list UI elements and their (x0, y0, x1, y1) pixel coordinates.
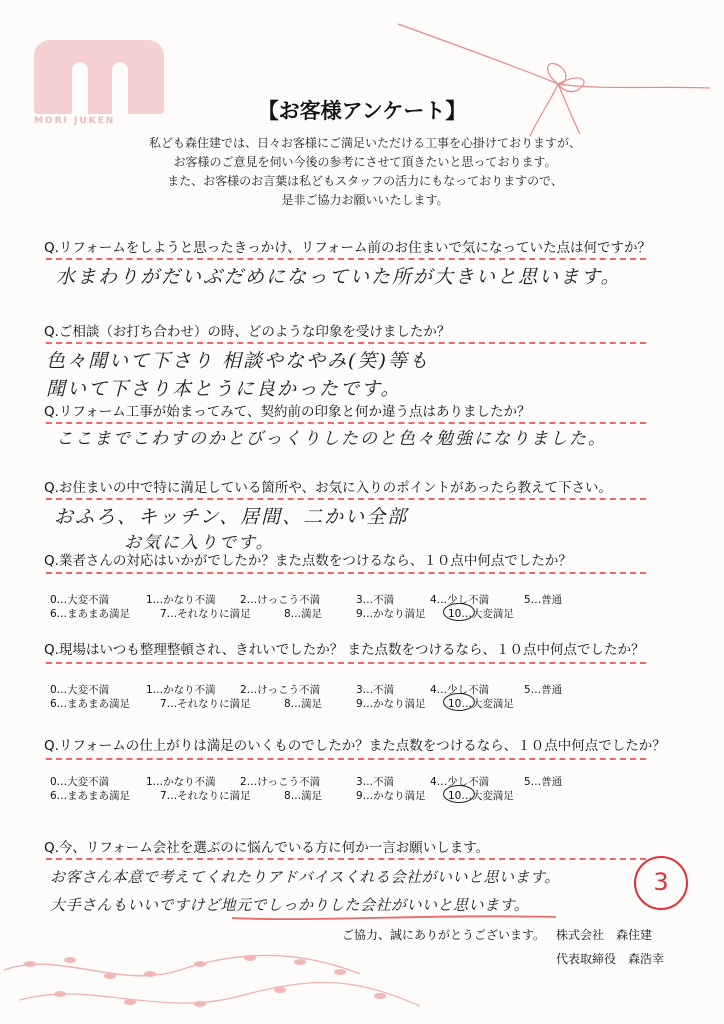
answer-1-line-1: 水まわりがだいぶだめになっていた所が大きいと思います。 (56, 266, 622, 288)
scale-label: 3…不満 (356, 776, 395, 788)
scale-label: 10…大変満足 (448, 790, 514, 802)
intro-line: また、お客様のお言葉は私どもスタッフの活力にもなっておりますので、 (167, 174, 563, 188)
question-2: Q.ご相談（お打ち合わせ）の時、どのような印象を受けましたか？ (44, 324, 451, 340)
answer-divider (46, 498, 646, 500)
scale-label: 2…けっこう不満 (240, 594, 321, 606)
scale-label: 2…けっこう不満 (240, 684, 321, 696)
answer-2-line-2: 聞いて下さり本とうに良かったです。 (46, 378, 402, 400)
scale-label: 0…大変不満 (50, 776, 110, 788)
company-name: 株式会社 森住建 (556, 928, 653, 942)
intro-line: お客様のご意見を伺い今後の参考にさせて頂きたいと思っております。 (173, 155, 557, 169)
question-1: Q.リフォームをしようと思ったきっかけ、リフォーム前のお住まいで気になっていた点は何ですか？ (44, 240, 652, 256)
answer-divider (46, 342, 646, 344)
scale-label: 10…大変満足 (448, 608, 514, 620)
scale-label: 1…かなり不満 (146, 684, 216, 696)
intro-line: 私ども森住建では、日々お客様にご満足いただける工事を心掛けておりますが、 (148, 136, 581, 150)
question-6: Q.現場はいつも整理整頓され、きれいでしたか？ また点数をつけるなら、１０点中何点でしたか？ (44, 642, 645, 658)
question-8: Q.今、リフォーム会社を選ぶのに悩んでいる方に何か一言お願いします。 (44, 840, 490, 856)
selected-score-circle (443, 603, 475, 621)
answer-divider (46, 258, 646, 260)
answer-8-line-2: 大手さんもいいですけど地元でしっかりした会社がいいと思います。 (50, 896, 530, 914)
intro-line: 是非ご協力お願いいたします。 (281, 193, 449, 207)
scale-label: 9…かなり満足 (356, 608, 426, 620)
scale-label: 10…大変満足 (448, 698, 514, 710)
answer-4-line-1: おふろ、キッチン、居間、二かい全部 (54, 506, 409, 528)
scale-label: 6…まあまあ満足 (50, 608, 131, 620)
scale-label: 8…満足 (284, 790, 323, 802)
scale-label: 0…大変不満 (50, 594, 110, 606)
scale-label: 9…かなり満足 (356, 698, 426, 710)
scale-label: 6…まあまあ満足 (50, 790, 131, 802)
logo-text: MORI JUKEN (34, 116, 116, 126)
scale-label: 2…けっこう不満 (240, 776, 321, 788)
vine-decoration (0, 930, 724, 1024)
scale-label: 0…大変不満 (50, 684, 110, 696)
scale-label: 7…それなりに満足 (160, 698, 251, 710)
answer-divider (46, 858, 646, 860)
selected-score-circle (443, 693, 475, 711)
scale-label: 1…かなり不満 (146, 776, 216, 788)
scale-label: 7…それなりに満足 (160, 790, 251, 802)
question-4: Q.お住まいの中で特に満足している箇所や、お気に入りのポイントがあったら教えて下さい。 (44, 480, 613, 496)
score-stamp: 3 (634, 856, 688, 910)
rating-scale-q6 (0, 682, 724, 712)
answer-8-line-1: お客さん本意で考えてくれたりアドバイスくれる会社がいいと思います。 (50, 868, 560, 886)
answer-divider (46, 572, 646, 574)
answer-divider (46, 758, 646, 760)
rating-scale-q5 (0, 592, 724, 622)
thanks-text: ご協力、誠にありがとうございます。 (342, 928, 546, 942)
rating-scale-q7 (0, 774, 724, 804)
answer-3-line-1: ここまでこわすのかとびっくりしたのと色々勉強になりました。 (56, 429, 607, 449)
scale-label: 7…それなりに満足 (160, 608, 251, 620)
scale-label: 4…少し不満 (430, 684, 490, 696)
scale-label: 6…まあまあ満足 (50, 698, 131, 710)
answer-divider (46, 662, 646, 664)
scale-label: 3…不満 (356, 594, 395, 606)
answer-2-line-1: 色々聞いて下さり 相談やなやみ(笑)等も (46, 350, 430, 372)
representative-name: 代表取締役 森浩幸 (556, 952, 665, 966)
scale-label: 4…少し不満 (430, 594, 490, 606)
scale-label: 5…普通 (524, 776, 563, 788)
selected-score-circle (443, 785, 475, 803)
scale-label: 8…満足 (284, 698, 323, 710)
scale-label: 1…かなり不満 (146, 594, 216, 606)
scale-label: 8…満足 (284, 608, 323, 620)
answer-4-line-2: お気に入りです。 (124, 533, 275, 553)
scale-label: 4…少し不満 (430, 776, 490, 788)
scale-label: 9…かなり満足 (356, 790, 426, 802)
page-title: 【お客様アンケート】 (257, 99, 467, 123)
scale-label: 3…不満 (356, 684, 395, 696)
question-7: Q.リフォームの仕上がりは満足のいくものでしたか？また点数をつけるなら、１０点中何点でしたか？ (44, 738, 666, 754)
scale-label: 5…普通 (524, 594, 563, 606)
scale-label: 5…普通 (524, 684, 563, 696)
question-3: Q.リフォーム工事が始まってみて、契約前の印象と何か違う点はありましたか？ (44, 404, 531, 420)
question-5: Q.業者さんの対応はいかがでしたか？また点数をつけるなら、１０点中何点でしたか？ (44, 553, 572, 569)
intro-text (60, 134, 670, 210)
handwritten-underline (230, 910, 560, 924)
